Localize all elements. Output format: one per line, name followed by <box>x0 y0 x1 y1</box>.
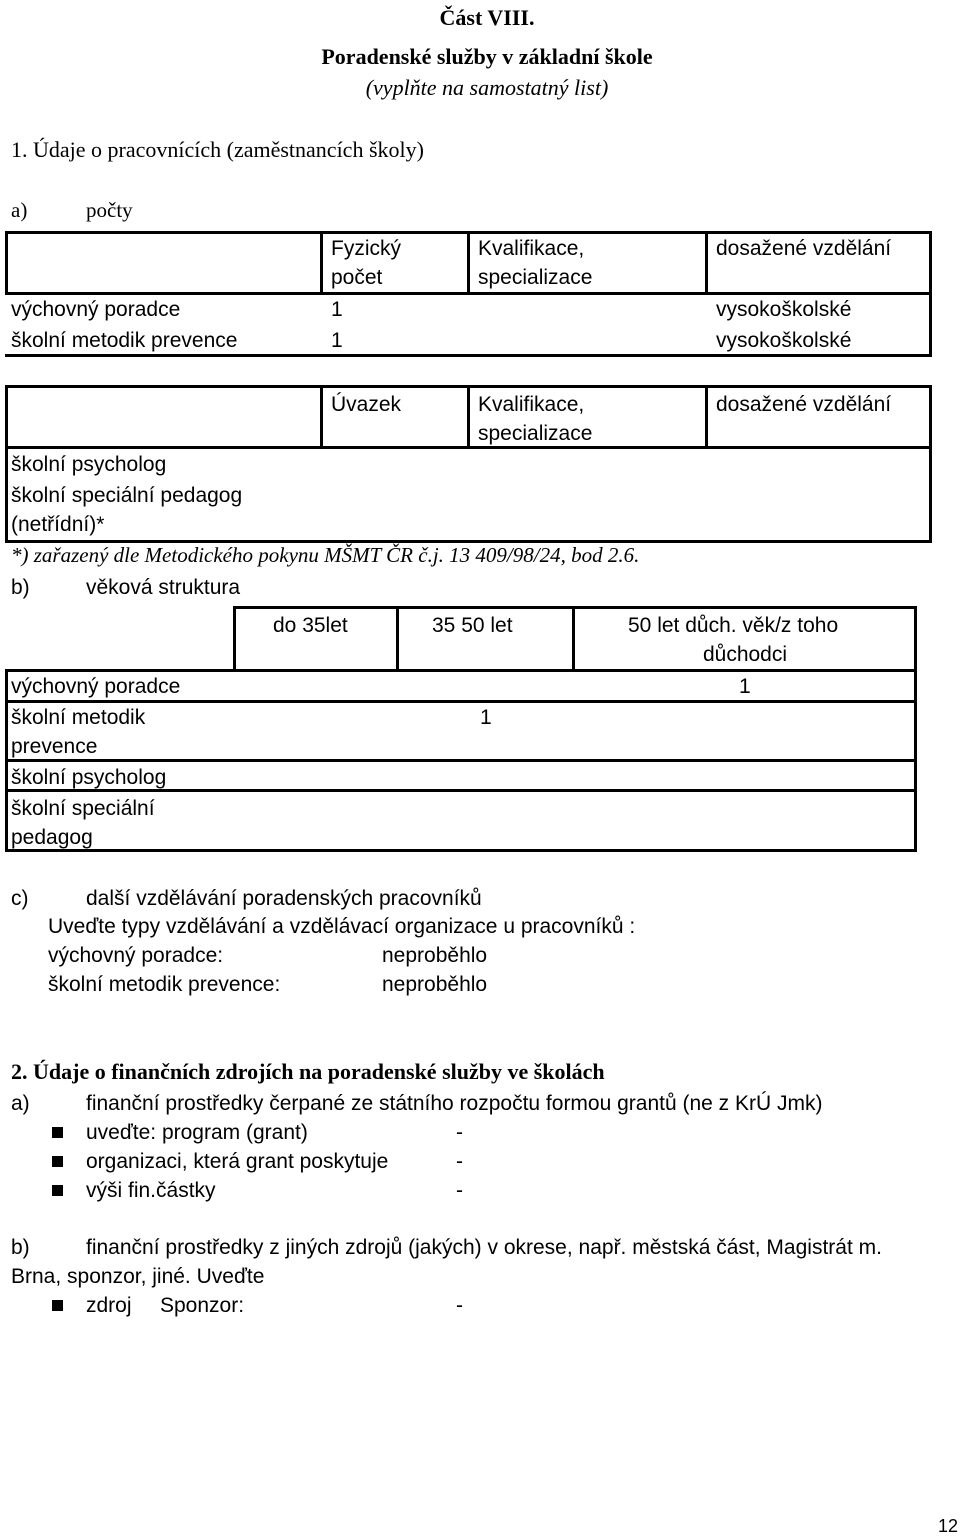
page-note: (vyplňte na samostatný list) <box>365 75 609 100</box>
bullet-amount-value: - <box>456 1179 463 1202</box>
b-label: věková struktura <box>86 576 241 599</box>
part-heading: Část VIII. <box>439 5 535 30</box>
col-load-header: Úvazek <box>331 393 402 416</box>
col-edu-header: dosažené vzdělání <box>716 393 892 416</box>
row-specialni-1: školní speciální <box>11 797 155 820</box>
row-vychovny: výchovný poradce <box>11 675 181 698</box>
col-qual-header-1: Kvalifikace, <box>478 237 585 260</box>
row-metodik-value: 1 <box>480 706 492 729</box>
row-label-psycholog: školní psycholog <box>11 453 167 476</box>
c-label: další vzdělávání poradenských pracovníků <box>86 887 482 910</box>
c-row1-value: neproběhlo <box>382 944 488 967</box>
row-edu-vychovny: vysokoškolské <box>716 298 852 321</box>
c-row2-label: školní metodik prevence: <box>48 973 281 996</box>
row-count-vychovny: 1 <box>331 298 343 321</box>
section1-title: 1. Údaje o pracovnících (zaměstnancích školy) <box>11 137 424 162</box>
bullet-icon <box>52 1185 63 1196</box>
c-line1: Uveďte typy vzdělávání a vzdělávací organizace u pracovníků : <box>48 915 636 938</box>
col-count-header-2: počet <box>331 266 383 289</box>
row-label-specialni-1: školní speciální pedagog <box>11 484 243 507</box>
section2-title: 2. Údaje o finančních zdrojích na poradenské služby ve školách <box>11 1059 605 1084</box>
bullet-source-sub: Sponzor: <box>160 1294 245 1317</box>
a-label: počty <box>86 198 133 222</box>
row-metodik-2: prevence <box>11 735 98 758</box>
bullet-org-value: - <box>456 1150 463 1173</box>
row-label-specialni-2: (netřídní)* <box>11 513 105 536</box>
col-count-header-1: Fyzický <box>331 237 401 260</box>
row-specialni-2: pedagog <box>11 826 93 849</box>
s2-a-text: finanční prostředky čerpané ze státního rozpočtu formou grantů (ne z KrÚ Jmk) <box>86 1092 823 1115</box>
bullet-org-label: organizaci, která grant poskytuje <box>86 1150 389 1173</box>
a-marker: a) <box>11 198 28 222</box>
bullet-program-value: - <box>456 1121 463 1144</box>
b-marker: b) <box>11 576 30 599</box>
col-qual-header-2: specializace <box>478 422 593 445</box>
row-psycholog: školní psycholog <box>11 766 167 789</box>
bullet-source-label: zdroj <box>86 1294 132 1317</box>
c-row2-value: neproběhlo <box>382 973 488 996</box>
row-label-metodik: školní metodik prevence <box>11 329 238 352</box>
page-number: 12 <box>938 1516 959 1536</box>
s2-b-text: finanční prostředky z jiných zdrojů (jakých) v okrese, např. městská část, Magistrát m. <box>86 1236 882 1259</box>
bullet-icon <box>52 1300 63 1311</box>
col-under-35: do 35let <box>273 614 348 637</box>
bullet-source-value: - <box>456 1294 463 1317</box>
col-35-50: 35 50 let <box>432 614 513 637</box>
col-50-retire-2: důchodci <box>702 643 788 666</box>
c-row1-label: výchovný poradce: <box>48 944 224 967</box>
bullet-amount-label: výši fin.částky <box>86 1179 216 1202</box>
s2-a-marker: a) <box>11 1092 30 1115</box>
row-vychovny-value: 1 <box>739 675 751 698</box>
bullet-icon <box>52 1127 63 1138</box>
col-qual-header-1: Kvalifikace, <box>478 393 585 416</box>
bullet-icon <box>52 1156 63 1167</box>
col-edu-header: dosažené vzdělání <box>716 237 892 260</box>
s2-b-text2: Brna, sponzor, jiné. Uveďte <box>11 1265 265 1288</box>
s2-b-marker: b) <box>11 1236 30 1259</box>
col-qual-header-2: specializace <box>478 266 593 289</box>
row-count-metodik: 1 <box>331 329 343 352</box>
row-metodik-1: školní metodik <box>11 706 146 729</box>
c-marker: c) <box>11 887 29 910</box>
bullet-program-label: uveďte: program (grant) <box>86 1121 308 1144</box>
page-title: Poradenské služby v základní škole <box>321 44 653 69</box>
footnote: *) zařazený dle Metodického pokynu MŠMT ČR č.j. 13 409/98/24, bod 2.6. <box>11 543 640 567</box>
col-50-retire-1: 50 let důch. věk/z toho <box>628 614 839 637</box>
row-edu-metodik: vysokoškolské <box>716 329 852 352</box>
row-label-vychovny: výchovný poradce <box>11 298 181 321</box>
